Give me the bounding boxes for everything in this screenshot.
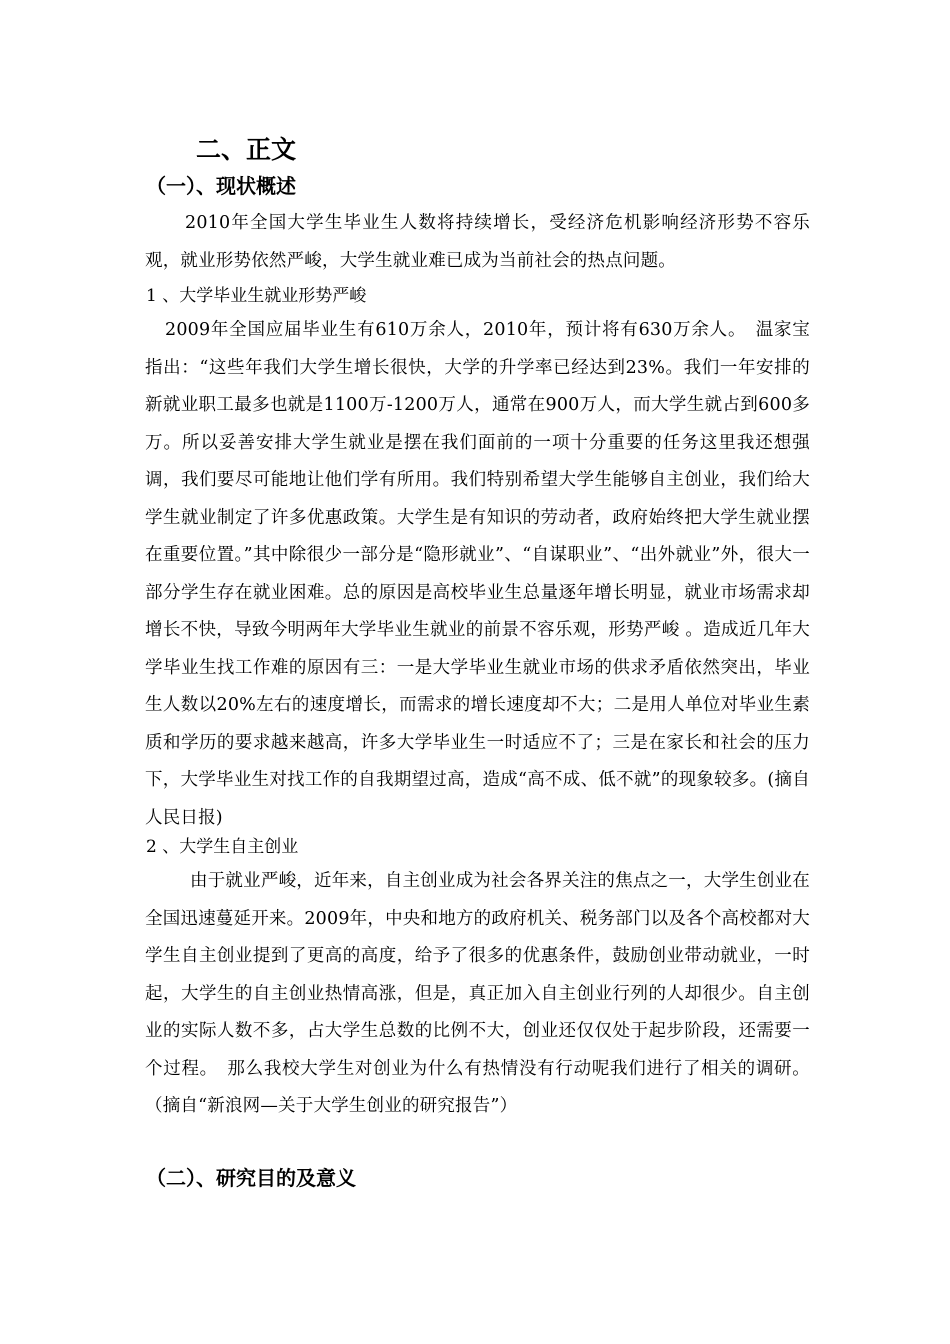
section-title: 二、正文 [196, 135, 297, 164]
item1-title: 1 、大学毕业生就业形势严峻 [146, 286, 367, 306]
item2-paragraph: 由于就业严峻，近年来，自主创业成为社会各界关注的焦点之一，大学生创业在全国迅速蔓延开来。2009年，中央和地方的政府机关、税务部门以及各个高校都对大学生自主创业提到了更高的高度，给予了很多的优惠条件，鼓励创业带动就业，一时起，大学生的自主创业热情高涨，但是，真正加入自主创业行列的人却很少。自主创业的实际人数不多，占大学生总数的比例不大，创业还仅仅处于起步阶段，还需要一个过程。 那么我校大学生对创业为什么有热情没有行动呢我们进行了相关的调研。（摘自“新浪网—关于大学生创业的研究报告”） [145, 871, 810, 1116]
item2-title: 2 、大学生自主创业 [146, 837, 299, 857]
item1-paragraph: 2009年全国应届毕业生有610万余人，2010年，预计将有630万余人。 温家宝指出：“这些年我们大学生增长很快，大学的升学率已经达到23%。我们一年安排的新就业职工最多也就是1100万-1200万人，通常在900万人，而大学生就占到600多万。所以妥善安排大学生就业是摆在我们面前的一项十分重要的任务这里我还想强调，我们要尽可能地让他们学有所用。我们特别希望大学生能够自主创业，我们给大学生就业制定了许多优惠政策。大学生是有知识的劳动者，政府始终把大学生就业摆在重要位置。”其中除很少一部分是“隐形就业”、“自谋职业”、“出外就业”外，很大一部分学生存在就业困难。总的原因是高校毕业生总量逐年增长明显，就业市场需求却增长不快，导致今明两年大学毕业生就业的前景不容乐观，形势严峻 。造成近几年大学毕业生找工作难的原因有三：一是大学毕业生就业市场的供求矛盾依然突出，毕业生人数以20%左右的速度增长，而需求的增长速度却不大；二是用人单位对毕业生素质和学历的要求越来越高，许多大学毕业生一时适应不了；三是在家长和社会的压力下，大学毕业生对找工作的自我期望过高，造成“高不成、低不就”的现象较多。(摘自人民日报) [145, 320, 810, 828]
subsection-title-purpose: （二）、研究目的及意义 [146, 1166, 356, 1190]
intro-paragraph: 2010年全国大学生毕业生人数将持续增长，受经济危机影响经济形势不容乐观，就业形势依然严峻，大学生就业难已成为当前社会的热点问题。 [145, 213, 810, 271]
subsection-title-overview: （一）、现状概述 [146, 174, 296, 198]
